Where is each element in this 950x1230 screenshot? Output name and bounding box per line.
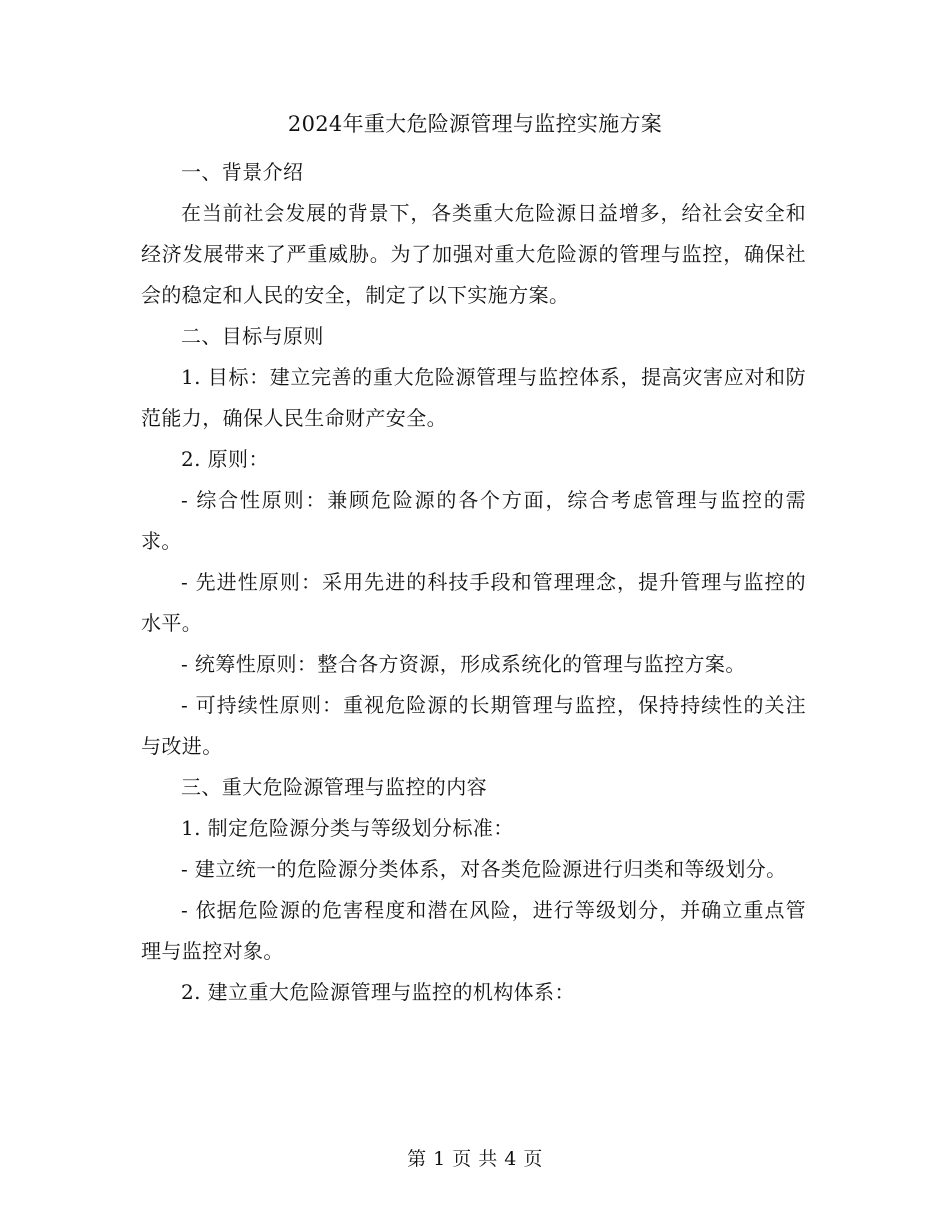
paragraph-organization: 2. 建立重大危险源管理与监控的机构体系： <box>181 980 575 1004</box>
document-title: 2024年重大危险源管理与监控实施方案 <box>287 112 663 136</box>
principle-comprehensive: - 综合性原则：兼顾危险源的各个方面，综合考虑管理与监控的需求。 <box>141 488 806 553</box>
item-classification-system: - 建立统一的危险源分类体系，对各类危险源进行归类和等级划分。 <box>181 857 787 881</box>
principle-sustainable: - 可持续性原则：重视危险源的长期管理与监控，保持持续性的关注与改进。 <box>141 693 806 758</box>
document-body <box>141 152 806 1013</box>
paragraph-goal: 1. 目标：建立完善的重大危险源管理与监控体系，提高灾害应对和防范能力，确保人民生命财产安全。 <box>141 365 806 430</box>
principle-advanced: - 先进性原则：采用先进的科技手段和管理理念，提升管理与监控的水平。 <box>141 570 806 635</box>
section-heading-goals: 二、目标与原则 <box>181 324 324 348</box>
section-heading-content: 三、重大危险源管理与监控的内容 <box>181 775 487 799</box>
paragraph-classification: 1. 制定危险源分类与等级划分标准： <box>181 816 514 840</box>
section-heading-background: 一、背景介绍 <box>181 160 304 184</box>
item-grading: - 依据危险源的危害程度和潜在风险，进行等级划分，并确立重点管理与监控对象。 <box>141 898 806 963</box>
paragraph-principles: 2. 原则： <box>181 447 269 471</box>
paragraph-background: 在当前社会发展的背景下，各类重大危险源日益增多，给社会安全和经济发展带来了严重威胁。为了加强对重大危险源的管理与监控，确保社会的稳定和人民的安全，制定了以下实施方案。 <box>141 201 806 307</box>
page-number-footer: 第 1 页 共 4 页 <box>407 1148 543 1170</box>
principle-coordinated: - 统筹性原则：整合各方资源，形成系统化的管理与监控方案。 <box>181 652 746 676</box>
